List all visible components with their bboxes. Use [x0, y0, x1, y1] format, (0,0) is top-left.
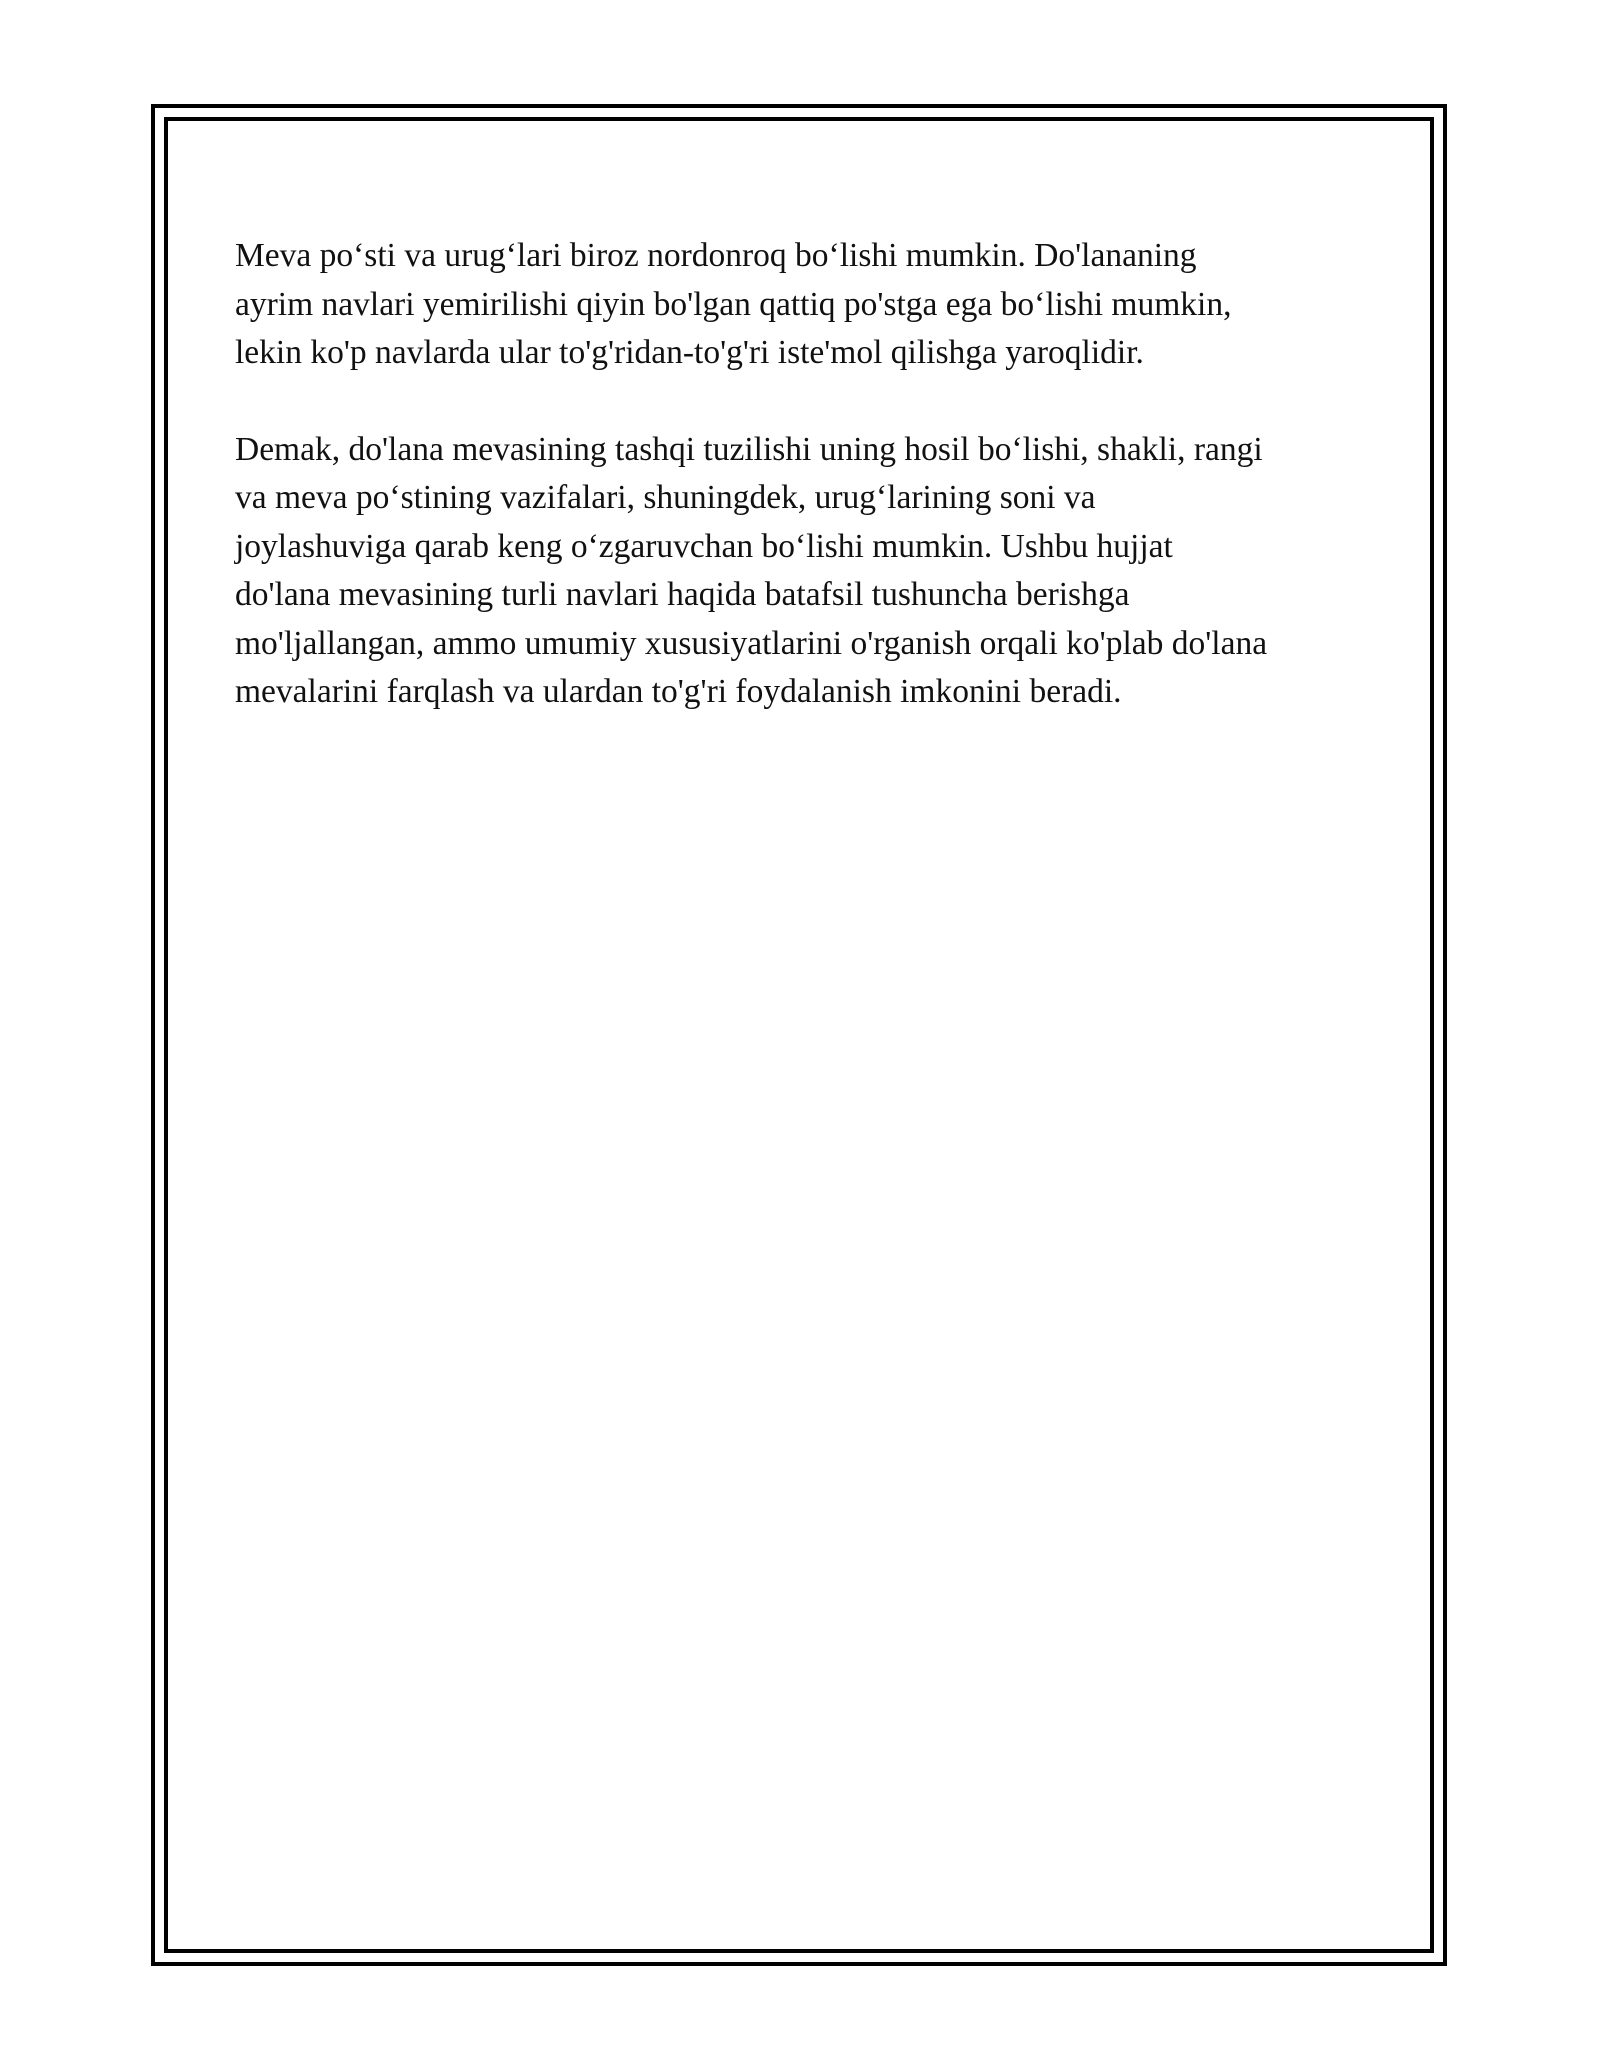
paragraph-line: do'lana mevasining turli navlari haqida batafsil tushuncha berishga: [235, 576, 1130, 613]
paragraph-2: [235, 426, 1385, 717]
document-body: [235, 232, 1385, 717]
paragraph-line: mevalarini farqlash va ulardan to'g'ri foydalanish imkonini beradi.: [235, 673, 1122, 710]
paragraph-line: Demak, do'lana mevasining tashqi tuzilishi uning hosil bo‘lishi, shakli, rangi: [235, 430, 1263, 468]
paragraph-line: Meva po‘sti va urug‘lari biroz nordonroq bo‘lishi mumkin. Do'lananing: [235, 237, 1197, 274]
paragraph-line: ayrim navlari yemirilishi qiyin bo'lgan qattiq po'stga ega bo‘lishi mumkin,: [235, 285, 1232, 323]
paragraph-1: [235, 232, 1385, 378]
paragraph-line: va meva po‘stining vazifalari, shuningdek, urug‘larining soni va: [235, 479, 1096, 516]
paragraph-line: joylashuviga qarab keng o‘zgaruvchan bo‘lishi mumkin. Ushbu hujjat: [235, 527, 1173, 565]
paragraph-line: mo'ljallangan, ammo umumiy xususiyatlarini o'rganish orqali ko'plab do'lana: [235, 624, 1268, 662]
paragraph-line: lekin ko'p navlarda ular to'g'ridan-to'g'ri iste'mol qilishga yaroqlidir.: [235, 334, 1144, 371]
